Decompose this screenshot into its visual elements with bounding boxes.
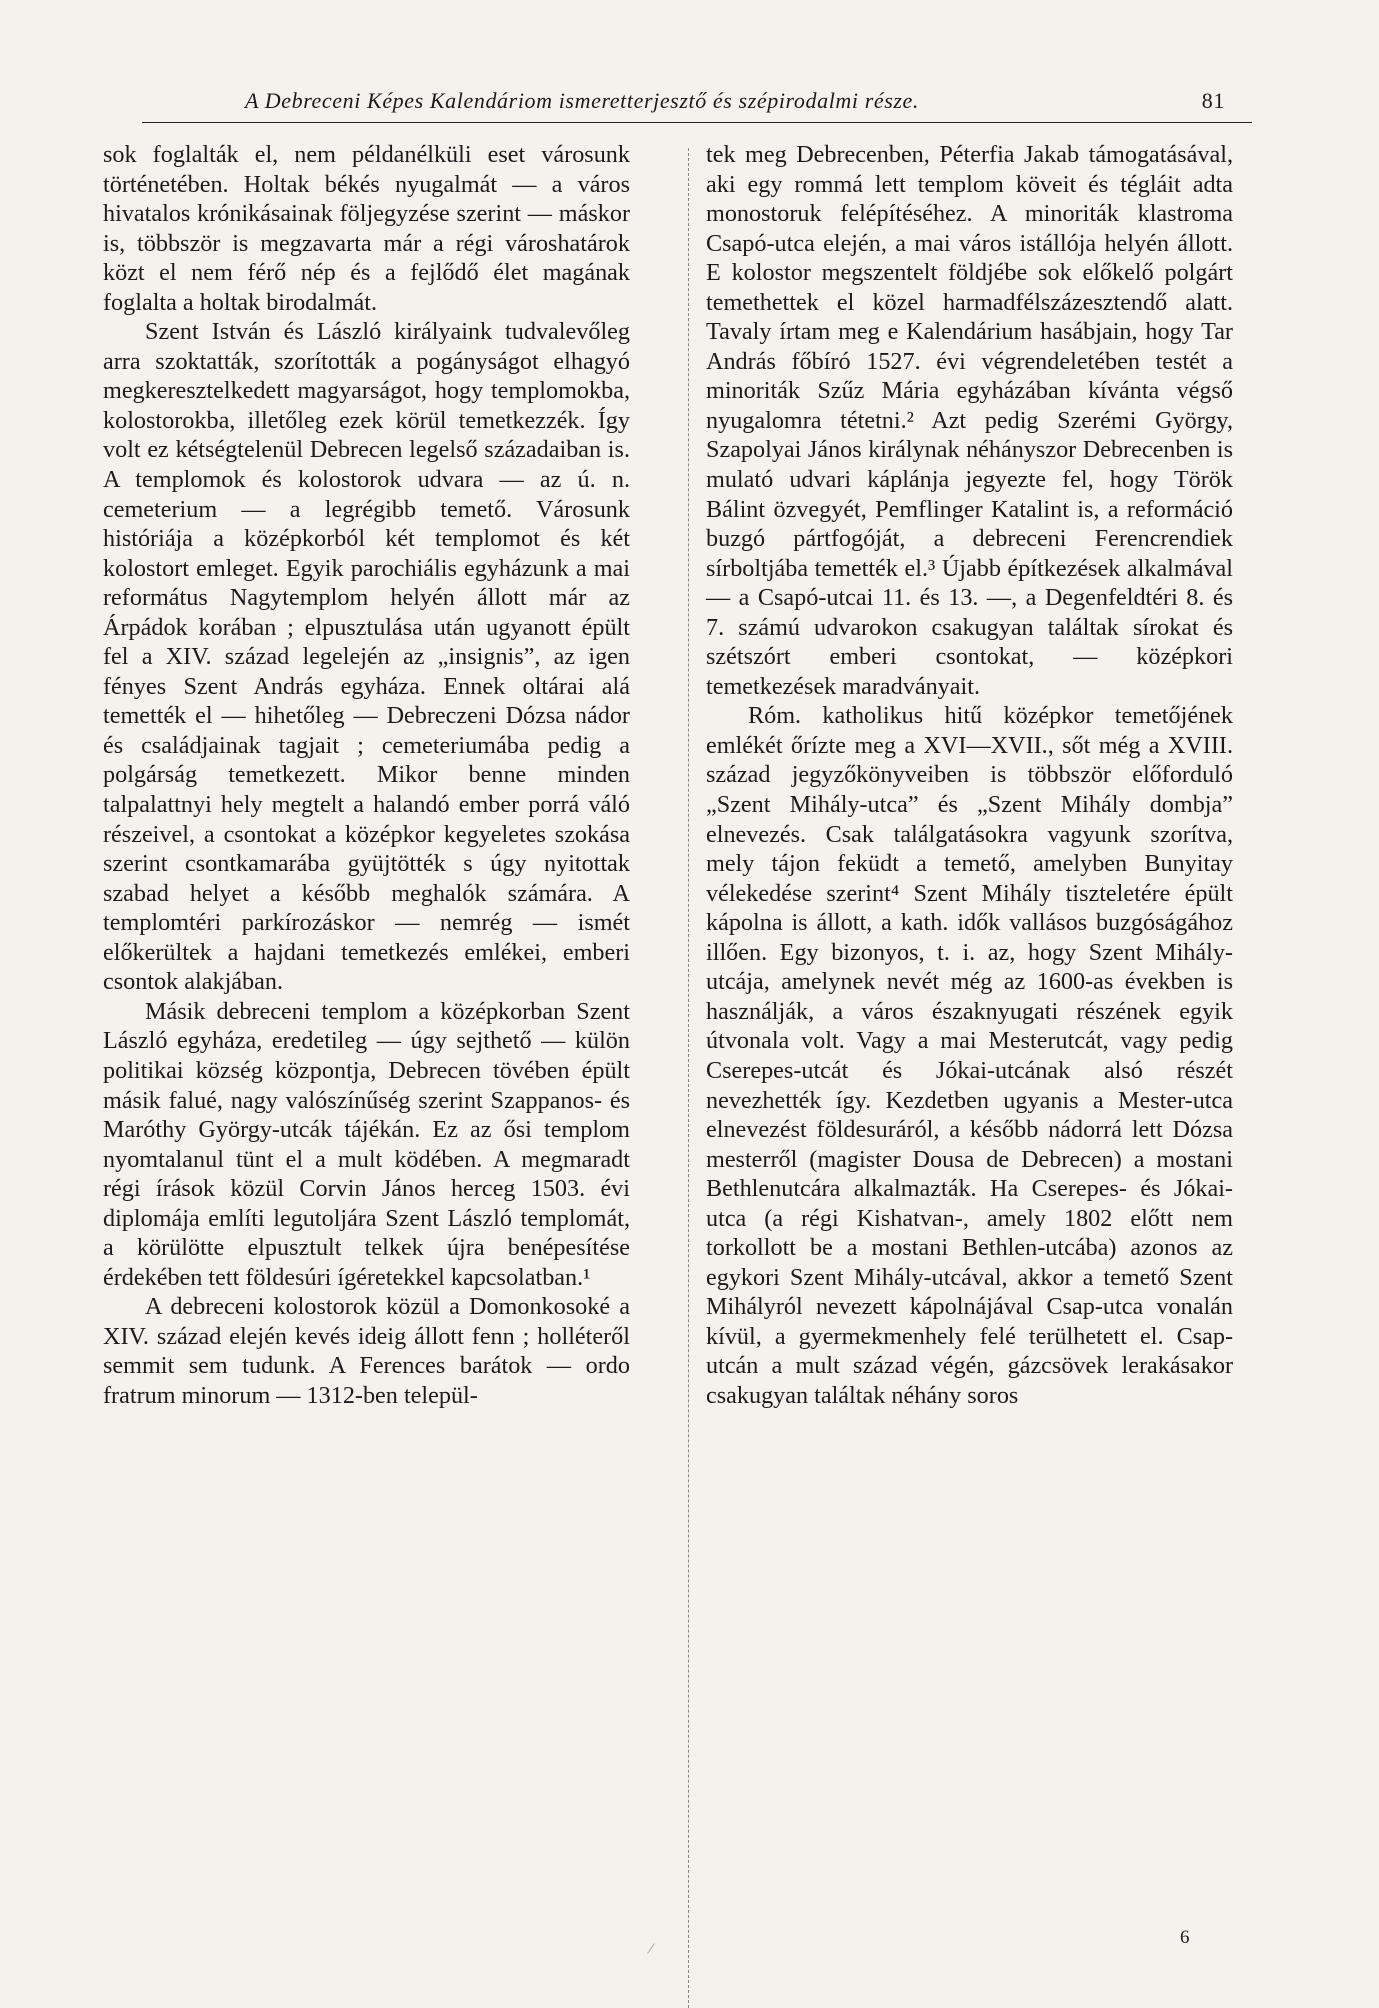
right-column [706,140,1233,1411]
running-header [145,88,1225,120]
left-paragraph-2: Szent István és László királyaink tudvalevőleg arra szoktatták, szorították a pogányságot elhagyó megkeresztelkedett magyarságot, hogy templomokba, kolostorokba, illetőleg ezek körül temetkezzék. Így volt ez kétségtelenül Debrecen legelső századaiban is. A templomok és kolostorok udvara — az ú. n. cemeterium — a legrégibb temető. Városunk históriája a középkorból két templomot és két kolostort emleget. Egyik parochiális egyházunk a mai református Nagytemplom helyén állott már az Árpádok korában ; elpusztulása után ugyanott épült fel a XIV. század legelején az „insignis”, az igen fényes Szent András egyháza. Ennek oltárai alá temették el — hihetőleg — Debreczeni Dózsa nádor és családjainak tagjait ; cemeteriumába pedig a polgárság temetkezett. Mikor benne minden talpalattnyi hely megtelt a halandó ember porrá váló részeivel, a csontokat a középkor kegyeletes szokása szerint csontkamarába gyüjtötték s úgy nyitottak szabad helyet a később meghalók számára. A templomtéri parkírozáskor — nemrég — ismét előkerültek a hajdani temetkezés emlékei, emberi csontok alakjában. [103,318,630,996]
left-paragraph-1: sok foglalták el, nem példanélküli eset városunk történetében. Holtak békés nyugalmát — a város hivatalos krónikásainak följegyzése szerint — máskor is, többször is megzavarta már a régi városhatárok közt el nem férő nép és a fejlődő élet magának foglalta a holtak birodalmát. [103,141,630,316]
signature-mark: 6 [1180,1927,1190,1948]
left-paragraph-4: A debreceni kolostorok közül a Domonkosoké a XIV. század elején kevés ideig állott fenn ; holléteről semmit sem tudunk. A Ferences barátok — ordo fratrum minorum — 1312-ben települ- [103,1293,630,1409]
running-title: A Debreceni Képes Kalendáriom ismeretterjesztő és szépirodalmi része. [245,88,920,113]
column-divider [688,148,689,2008]
left-column [103,140,630,1411]
left-paragraph-3: Másik debreceni templom a középkorban Szent László egyháza, eredetileg — úgy sejthető — külön politikai község központja, Debrecen tövében épült másik falué, nagy valószínűség szerint Szappanos- és Maróthy György-utcák tájékán. Ez az ősi templom nyomtalanul tünt el a mult ködében. A megmaradt régi írások közül Corvin János herceg 1503. évi diplomája említi legutoljára Szent László templomát, a körülötte elpusztult telkek újra benépesítése érdekében tett földesúri ígéretekkel kapcsolatban.¹ [103,997,630,1291]
scan-mark [647,1943,655,1953]
page-number: 81 [1201,88,1225,113]
right-paragraph-2: Róm. katholikus hitű középkor temetőjének emlékét őrízte meg a XVI—XVII., sőt még a XVIII. század jegyzőkönyveiben is többször előforduló „Szent Mihály-utca” és „Szent Mihály dombja” elnevezés. Csak találgatásokra vagyunk szorítva, mely tájon feküdt a temető, amelyben Bunyitay vélekedése szerint⁴ Szent Mihály tiszteletére épült kápolna is állott, a kath. idők vallásos buzgóságához illően. Egy bizonyos, t. i. az, hogy Szent Mihály-utcája, amelynek nevét még az 1600-as években is használják, a város északnyugati részének egyik útvonala volt. Vagy a mai Mesterutcát, vagy pedig Cserepes-utcát és Jókai-utcának alsó részét nevezhették így. Kezdetben ugyanis a Mester-utca elnevezést földesuráról, a később nádorrá lett Dózsa mesterről (magister Dousa de Debrecen) a mostani Bethlenutcára alkalmazták. Ha Cserepes- és Jókai-utca (a régi Kishatvan-, amely 1802 előtt nem torkollott be a mostani Bethlen-utcába) azonos az egykori Szent Mihály-utcával, akkor a temető Szent Mihályról nevezett kápolnájával Csap-utca vonalán kívül, a gyermekmenhely felé terülhetett el. Csap-utcán a mult század végén, gázcsövek lerakásakor csakugyan találtak néhány soros [706,702,1233,1409]
right-paragraph-1: tek meg Debrecenben, Péterfia Jakab támogatásával, aki egy rommá lett templom köveit és tégláit adta monostoruk felépítéséhez. A minoriták klastroma Csapó-utca elején, a mai város istállója helyén állott. E kolostor megszentelt földjébe sok előkelő polgárt temethettek el közel harmadfélszázesztendő alatt. Tavaly írtam meg e Kalendárium hasábjain, hogy Tar András főbíró 1527. évi végrendeletében testét a minoriták Szűz Mária egyházában kívánta végső nyugalomra tétetni.² Azt pedig Szerémi György, Szapolyai János királynak néhányszor Debrecenben is mulató udvari káplánja jegyezte fel, hogy Török Bálint özvegyét, Pemflinger Katalint is, a reformáció buzgó pártfogóját, a debreceni Ferencrendiek sírboltjába temették el.³ Újabb építkezések alkalmával — a Csapó-utcai 11. és 13. —, a Degenfeldtéri 8. és 7. számú udvarokon csakugyan találtak sírokat és szétszórt emberi csontokat, — középkori temetkezések maradványait. [706,141,1233,700]
header-rule [142,122,1252,123]
